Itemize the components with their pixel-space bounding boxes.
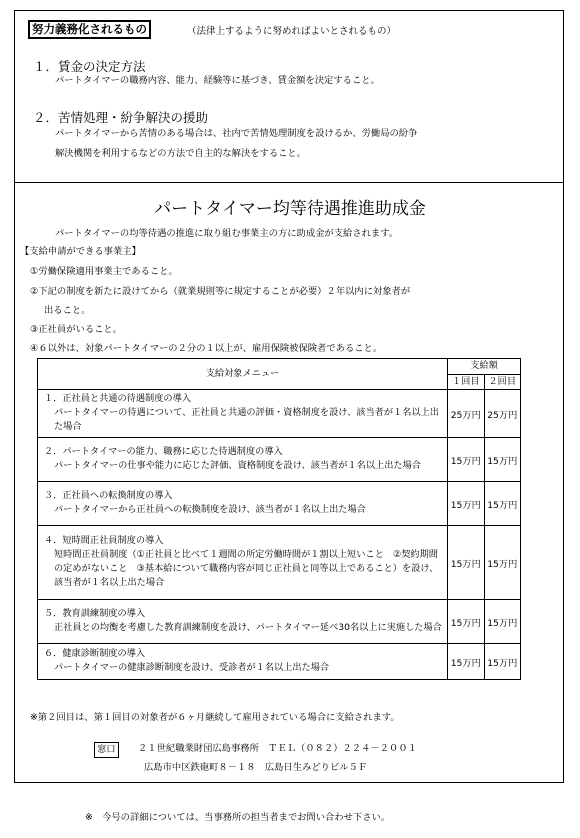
effort-heading: 努力義務化されるもの bbox=[28, 20, 151, 39]
second-header: ２回目 bbox=[484, 374, 521, 390]
row-title: ２．パートタイマーの能力、職務に応じた待遇制度の導入 bbox=[44, 446, 283, 457]
row-second-amount: 15万円 bbox=[484, 482, 521, 526]
row-first-amount: 15万円 bbox=[448, 438, 485, 482]
row-title: ５．教育訓練制度の導入 bbox=[44, 608, 146, 619]
bottom-note: ※ 今号の詳細については、当事務所の担当者までお問い合わせ下さい。 bbox=[85, 812, 391, 823]
row-first-amount: 15万円 bbox=[448, 526, 485, 600]
effort-item-1-title: １．賃金の決定方法 bbox=[33, 59, 146, 74]
row-first-amount: 15万円 bbox=[448, 644, 485, 680]
row-second-amount: 15万円 bbox=[484, 526, 521, 600]
effort-item-1-line-1: パートタイマーの職務内容、能力、経験等に基づき、賃金額を決定すること。 bbox=[55, 75, 380, 86]
table-row bbox=[38, 390, 521, 438]
row-second-amount: 15万円 bbox=[484, 600, 521, 644]
row-desc: パートタイマーの健康診断制度を設け、受診者が１名以上出た場合 bbox=[54, 662, 330, 673]
contact-address: 広島市中区鉄砲町８－１８ 広島日生みどりビル５Ｆ bbox=[144, 762, 368, 773]
subsidy-intro: パートタイマーの均等待遇の推進に取り組む事業主の方に助成金が支給されます。 bbox=[55, 228, 399, 239]
row-desc: 正社員との均衡を考慮した教育訓練制度を設け、パートタイマー延べ30名以上に実施した場合 bbox=[54, 622, 442, 633]
row-desc: パートタイマーの仕事や能力に応じた評価、資格制度を設け、該当者が１名以上出た場合 bbox=[54, 460, 421, 471]
footnote: ※第２回目は、第１回目の対象者が６ヶ月継続して雇用されている場合に支給されます。 bbox=[30, 712, 400, 723]
effort-item-2-line-2: 解決機関を利用するなどの方法で自主的な解決をすること。 bbox=[55, 148, 307, 159]
row-title: ３．正社員への転換制度の導入 bbox=[44, 490, 173, 501]
subsidy-title: パートタイマー均等待遇推進助成金 bbox=[154, 199, 426, 219]
row-desc: パートタイマーから正社員への転換制度を設け、該当者が１名以上出た場合 bbox=[54, 504, 366, 515]
section-divider bbox=[14, 182, 564, 183]
row-title: １．正社員と共通の待遇制度の導入 bbox=[44, 393, 191, 404]
table-row bbox=[38, 526, 521, 600]
row-first-amount: 15万円 bbox=[448, 600, 485, 644]
contact-org: ２１世紀職業財団広島事務所 ＴＥＬ（０８２）２２４－２００１ bbox=[138, 743, 417, 754]
row-second-amount: 25万円 bbox=[484, 390, 521, 438]
condition-3: ③正社員がいること。 bbox=[30, 324, 123, 335]
effort-item-2-line-1: パートタイマーから苦情のある場合は、社内で苦情処理制度を設けるか、労働局の紛争 bbox=[55, 128, 418, 139]
subsidy-table bbox=[37, 358, 521, 680]
table-row bbox=[38, 438, 521, 482]
table-row bbox=[38, 600, 521, 644]
effort-item-2-title: ２．苦情処理・紛争解決の援助 bbox=[33, 110, 209, 125]
condition-4: ④６以外は、対象パートタイマーの２分の１以上が、雇用保険被保険者であること。 bbox=[30, 343, 383, 354]
row-first-amount: 15万円 bbox=[448, 482, 485, 526]
table-row bbox=[38, 644, 521, 680]
effort-note: （法律上するように努めればよいとされるもの） bbox=[187, 26, 397, 37]
condition-2-cont: 出ること。 bbox=[44, 305, 91, 316]
row-second-amount: 15万円 bbox=[484, 644, 521, 680]
contact-label: 窓口 bbox=[94, 742, 119, 758]
row-desc: パートタイマーの待遇について、正社員と共通の評価・資格制度を設け、該当者が１名以上出た場合 bbox=[54, 407, 439, 432]
first-header: １回目 bbox=[448, 374, 485, 390]
row-title: ４．短時間正社員制度の導入 bbox=[44, 535, 164, 546]
table-row bbox=[38, 482, 521, 526]
row-second-amount: 15万円 bbox=[484, 438, 521, 482]
amount-header: 支給額 bbox=[448, 359, 521, 375]
condition-1: ①労働保険適用事業主であること。 bbox=[30, 266, 178, 277]
eligible-heading: 【支給申請ができる事業主】 bbox=[20, 246, 141, 257]
menu-header: 支給対象メニュー bbox=[38, 359, 448, 390]
row-desc: 短時間正社員制度（①正社員と比べて１週間の所定労働時間が１割以上短いこと ②契約期間の定めがないこと ③基本給について職務内容が同じ正社員と同等以上であること）を設け、該当者が１名以上出た場合 bbox=[54, 549, 439, 588]
row-first-amount: 25万円 bbox=[448, 390, 485, 438]
condition-2: ②下記の制度を新たに設けてから（就業規則等に規定することが必要）２年以内に対象者が bbox=[30, 286, 411, 297]
row-title: ６．健康診断制度の導入 bbox=[44, 648, 146, 659]
